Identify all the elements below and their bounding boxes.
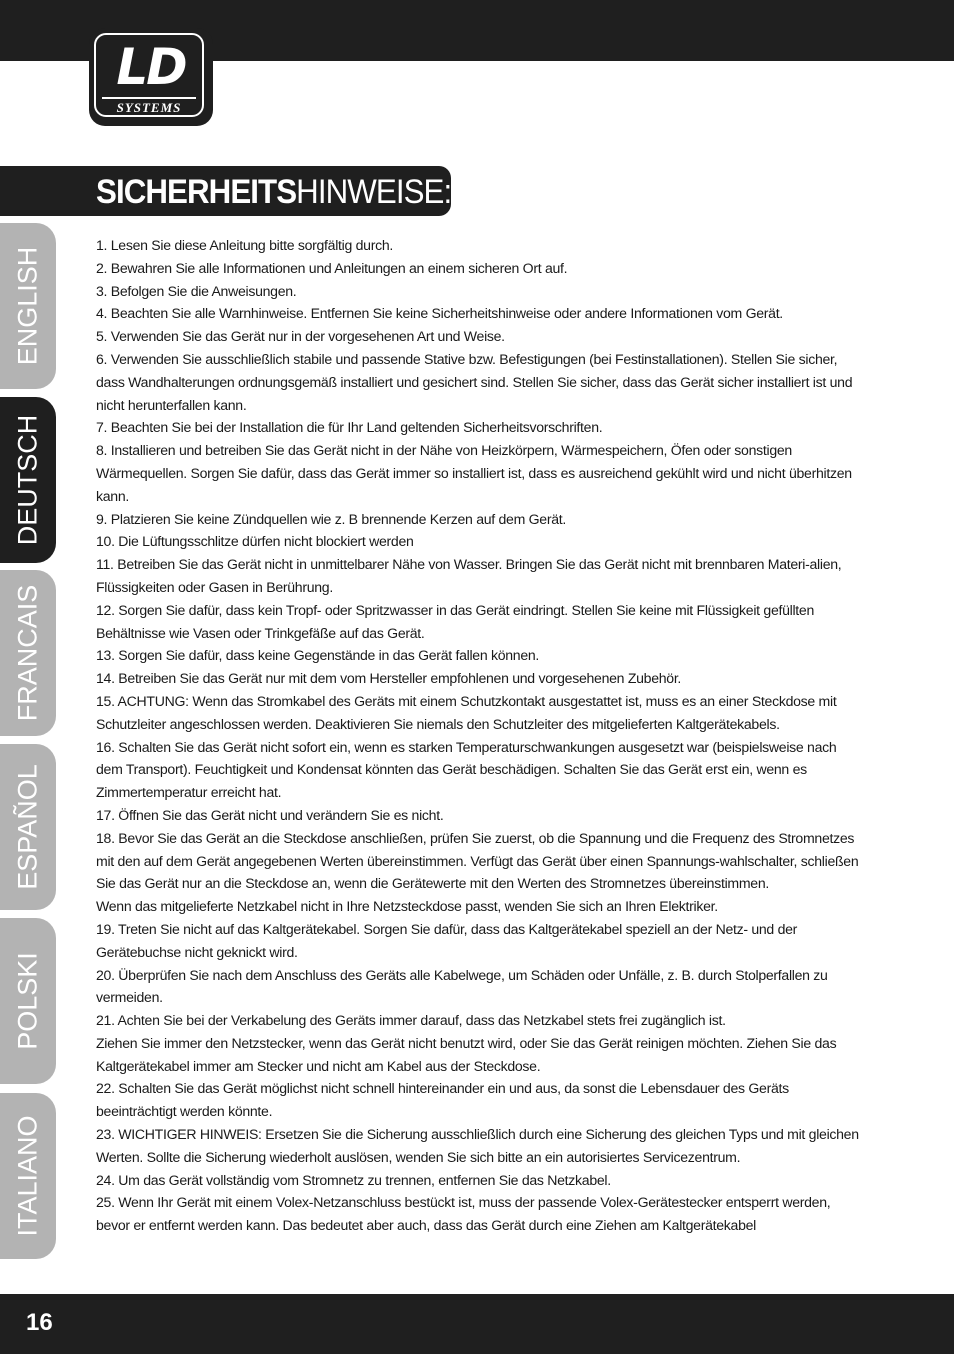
logo-frame [94,33,204,117]
bottom-footer-bar [0,1294,954,1354]
paragraph: 9. Platzieren Sie keine Zündquellen wie z. B brennende Kerzen auf dem Gerät. [96,510,566,527]
tab-label: POLSKI [12,952,43,1050]
paragraph: 21. Achten Sie bei der Verkabelung des Geräts immer darauf, dass das Netzkabel stets frei zugänglich ist. [96,1012,726,1029]
paragraph: 15. ACHTUNG: Wenn das Stromkabel des Geräts mit einem Schutzkontakt ausgestattet ist, muss es an einer Steckdose mit Schutzleiter angeschlossen werden. Deaktivieren Sie niemals den Schutzleiter des mitgelieferten Kaltgerätekabels. [96,692,837,732]
page-number: 16 [26,1309,53,1336]
paragraph: 8. Installieren und betreiben Sie das Gerät nicht in der Nähe von Heizkörpern, Wärmespeichern, Öfen oder sonstigen Wärmequellen. Sorgen Sie dafür, dass das Gerät immer so installiert ist, dass es ausreichend gekühlt wird und nicht überhitzen kann. [96,442,852,504]
tab-francais[interactable] [0,570,56,736]
paragraph: 17. Öffnen Sie das Gerät nicht und verändern Sie es nicht. [96,806,444,823]
section-title-bar [0,166,451,216]
paragraph: 16. Schalten Sie das Gerät nicht sofort ein, wenn es starken Temperaturschwankungen ausgesetzt war (beispielsweise nach dem Transport). Feuchtigkeit und Kondensat könnten das Gerät beschädigen. Schalten Sie das Gerät erst ein, wenn es Zimmertemperatur erreicht hat. [96,738,837,801]
paragraph: 19. Treten Sie nicht auf das Kaltgerätekabel. Sorgen Sie dafür, dass das Kaltgerätekabel speziell an der Netz- und der Gerätebuchse nicht geknickt wird. [96,920,798,960]
paragraph: Ziehen Sie immer den Netzstecker, wenn das Gerät nicht benutzt wird, oder Sie das Gerät reinigen möchten. Ziehen Sie das Kaltgerätekabel immer am Stecker und nicht am Kabel aus der Steckdose. [96,1034,837,1074]
title-bold-part: SICHERHEITS [96,173,297,211]
paragraph: 11. Betreiben Sie das Gerät nicht in unmittelbarer Nähe von Wasser. Bringen Sie das Gerät nicht mit brennbaren Materi-alien, Flüssigkeiten oder Gasen in Berührung. [96,556,842,595]
paragraph: 12. Sorgen Sie dafür, dass kein Tropf- oder Spritzwasser in das Gerät eindringt. Stellen Sie keine mit Flüssigkeit gefüllten Behältnisse wie Vasen oder Trinkgefäße auf das Gerät. [96,601,814,641]
paragraph: 5. Verwenden Sie das Gerät nur in der vorgesehenen Art und Weise. [96,328,505,345]
paragraph: 23. WICHTIGER HINWEIS: Ersetzen Sie die Sicherung ausschließlich durch eine Sicherung des gleichen Typs und mit gleichen Werten. Sollte die Sicherung wiederholt auslösen, wenden Sie sich bitte an ein autorisiertes Servicezentrum. [96,1126,859,1165]
logo-main-text: LD [116,38,186,96]
tab-label: ESPAÑOL [12,764,43,890]
paragraph: 20. Überprüfen Sie nach dem Anschluss des Geräts alle Kabelwege, um Schäden oder Unfälle, z. B. durch Stolperfallen zu vermeiden. [96,966,828,1006]
paragraph: 10. Die Lüftungsschlitze dürfen nicht blockiert werden [96,533,414,550]
title-regular-part: HINWEISE: [296,173,452,211]
tab-label: FRANCAIS [12,584,43,722]
paragraph: 22. Schalten Sie das Gerät möglichst nicht schnell hintereinander ein und aus, da sonst die Lebensdauer des Geräts beeinträchtigt werden könnte. [96,1080,789,1120]
tab-deutsch[interactable] [0,397,56,563]
tab-italiano[interactable] [0,1093,56,1259]
tab-polski[interactable] [0,918,56,1084]
ld-systems-logo [89,28,213,126]
tab-label: ITALIANO [12,1115,43,1237]
paragraph: 1. Lesen Sie diese Anleitung bitte sorgfältig durch. [96,237,394,253]
paragraph: 24. Um das Gerät vollständig vom Stromnetz zu trennen, entfernen Sie das Netzkabel. [96,1171,611,1188]
paragraph: 3. Befolgen Sie die Anweisungen. [96,282,297,299]
paragraph: 14. Betreiben Sie das Gerät nur mit dem vom Hersteller empfohlenen und vorgesehenen Zubehör. [96,670,682,687]
paragraph: 4. Beachten Sie alle Warnhinweise. Entfernen Sie keine Sicherheitshinweise oder andere Informationen vom Gerät. [96,305,783,322]
paragraph: 25. Wenn Ihr Gerät mit einem Volex-Netzanschluss bestückt ist, muss der passende Volex-Gerätestecker entsperrt werden, bevor er entfernt werden kann. Das bedeutet aber auch, dass das Gerät durch eine Ziehen am Kaltgerätekabel [96,1194,831,1234]
paragraph: 6. Verwenden Sie ausschließlich stabile und passende Stative bzw. Befestigungen (bei Festinstallationen). Stellen Sie sicher, dass Wandhalterungen ordnungsgemäß installiert und gesichert sind. Stellen Sie sicher, dass das Gerät sicher installiert ist und nicht herunterfallen kann. [96,350,853,413]
tab-label: DEUTSCH [12,414,43,546]
safety-instructions-text [96,234,861,1264]
paragraph: 2. Bewahren Sie alle Informationen und Anleitungen an einem sicheren Ort auf. [96,259,568,276]
paragraph: 13. Sorgen Sie dafür, dass keine Gegenstände in das Gerät fallen können. [96,647,540,664]
logo-sub-text: SYSTEMS [102,97,196,116]
tab-english[interactable] [0,223,56,389]
paragraph: 18. Bevor Sie das Gerät an die Steckdose anschließen, prüfen Sie zuerst, ob die Spannung und die Frequenz des Stromnetzes mit den auf dem Gerät angegebenen Werten übereinstimmen. Verfügt das Gerät über einen Spannungs-wahlschalter, schließen Sie das Gerät nur an die Steckdose an, wenn die Gerätewerte mit den Werten des Stromnetzes übereinstimmen. [96,829,859,892]
paragraph: Wenn das mitgelieferte Netzkabel nicht in Ihre Netzsteckdose passt, wenden Sie sich an Ihren Elektriker. [96,898,718,915]
section-title [96,172,451,212]
paragraph: 7. Beachten Sie bei der Installation die für Ihr Land geltenden Sicherheitsvorschriften. [96,419,603,436]
tab-espanol[interactable] [0,744,56,910]
tab-label: ENGLISH [12,246,43,366]
